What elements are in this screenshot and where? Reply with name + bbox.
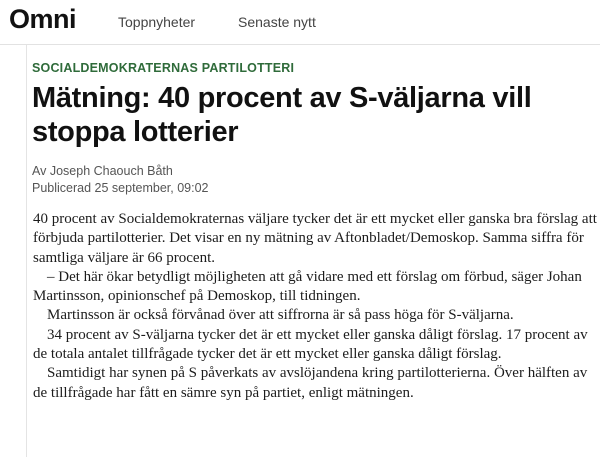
content-left-rule bbox=[26, 45, 27, 457]
article-paragraph: – Det här ökar betydligt möjligheten att gå vidare med ett förslag om förbud, säger Johan Martinsson, opinionschef på Demoskop, till tidningen. bbox=[33, 268, 582, 305]
article-paragraph: 34 procent av S-väljarna tycker det är ett mycket eller ganska dåligt förslag. 17 procent av de totala antalet tillfrågade tycker det är ett mycket eller ganska dåligt förslag. bbox=[33, 326, 588, 363]
omni-logo[interactable]: Omni bbox=[9, 4, 77, 34]
article-byline: Av Joseph Chaouch Båth bbox=[32, 164, 173, 178]
article-paragraph: 40 procent av Socialdemokraternas väljare tycker det är ett mycket eller ganska bra förslag att förbjuda partilotterier. Det visar en ny mätning av Aftonbladet/Demoskop. Samma siffra för samtliga väljare är 66 procent. bbox=[33, 211, 597, 266]
nav-link-toppnyheter[interactable]: Toppnyheter bbox=[118, 14, 196, 30]
article-paragraph: Martinsson är också förvånad över att siffrorna är så pass höga för S-väljarna. bbox=[47, 307, 514, 324]
top-navigation-bar bbox=[0, 0, 600, 45]
article-body bbox=[33, 210, 599, 403]
article-category[interactable]: SOCIALDEMOKRATERNAS PARTILOTTERI bbox=[32, 61, 295, 75]
nav-link-senaste-nytt[interactable]: Senaste nytt bbox=[238, 14, 316, 30]
article-paragraph: Samtidigt har synen på S påverkats av avslöjandena kring partilotterierna. Över hälften av de tillfrågade har fått en sämre syn på partiet, enligt mätningen. bbox=[33, 365, 588, 401]
article-published-date: Publicerad 25 september, 09:02 bbox=[32, 181, 209, 195]
article-headline: Mätning: 40 procent av S-väljarna vill stoppa lotterier bbox=[32, 82, 532, 148]
